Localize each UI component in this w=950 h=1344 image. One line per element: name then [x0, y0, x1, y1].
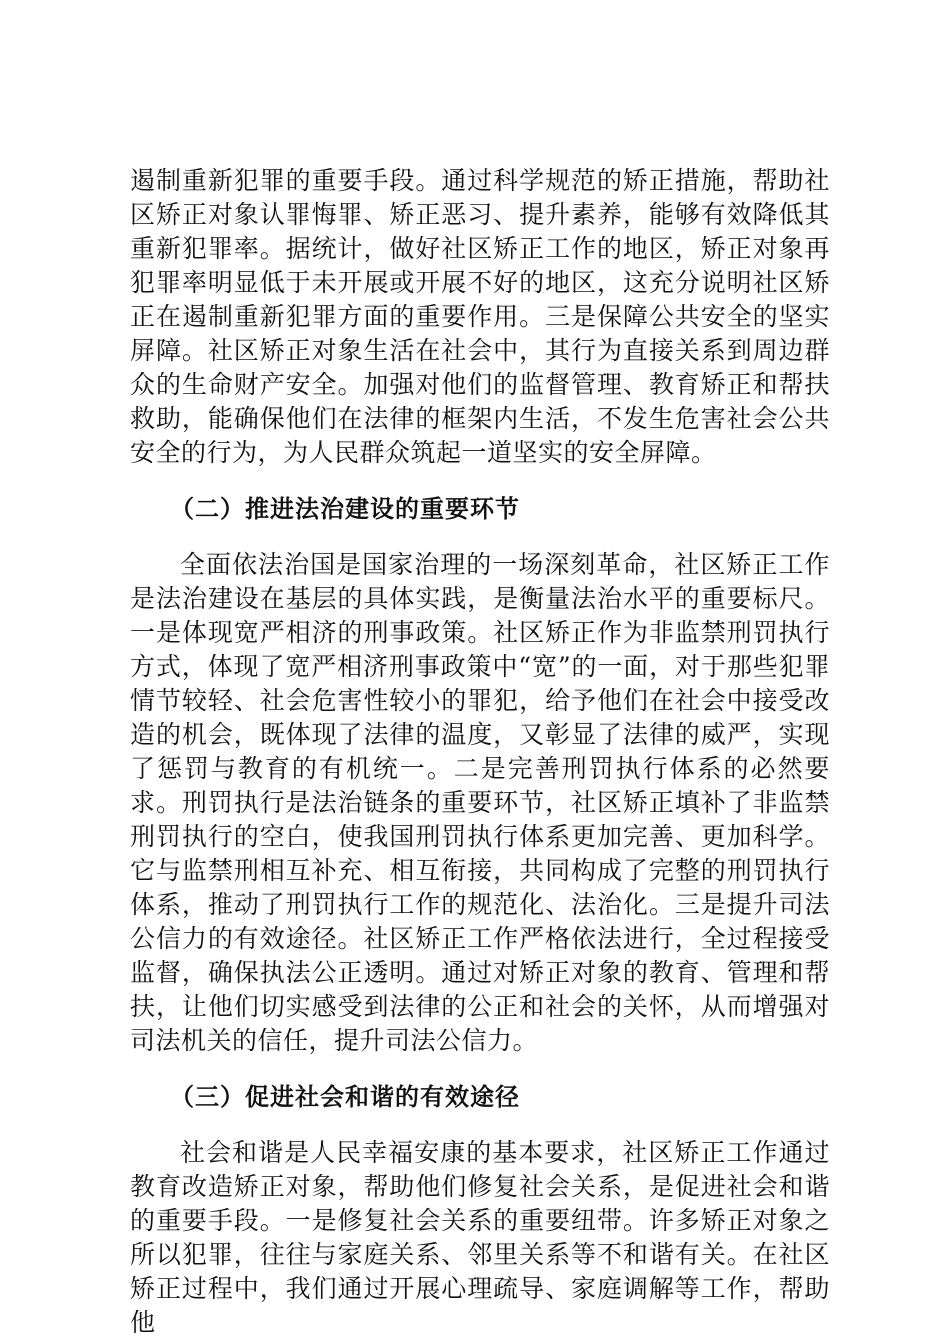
section-heading: （三）促进社会和谐的有效途径: [170, 1083, 520, 1111]
spacer: [130, 470, 830, 492]
section-heading: （二）推进法治建设的重要环节: [170, 495, 520, 523]
document-body: [130, 164, 830, 1340]
body-paragraph: 遏制重新犯罪的重要手段。通过科学规范的矫正措施，帮助社区矫正对象认罪悔罪、矫正恶习、提升素养，能够有效降低其重新犯罪率。据统计，做好社区矫正工作的地区，矫正对象再犯罪率明显低于未开展或开展不好的地区，这充分说明社区矫正在遏制重新犯罪方面的重要作用。三是保障公共安全的坚实屏障。社区矫正对象生活在社会中，其行为直接关系到周边群众的生命财产安全。加强对他们的监督管理、教育矫正和帮扶救助，能确保他们在法律的框架内生活，不发生危害社会公共安全的行为，为人民群众筑起一道坚实的安全屏障。: [130, 166, 830, 467]
body-paragraph: 全面依法治国是国家治理的一场深刻革命，社区矫正工作是法治建设在基层的具体实践，是衡量法治水平的重要标尺。一是体现宽严相济的刑事政策。社区矫正作为非监禁刑罚执行方式，体现了宽严相济刑事政策中“宽”的一面，对于那些犯罪情节较轻、社会危害性较小的罪犯，给予他们在社会中接受改造的机会，既体现了法律的温度，又彰显了法律的威严，实现了惩罚与教育的有机统一。二是完善刑罚执行体系的必然要求。刑罚执行是法治链条的重要环节，社区矫正填补了非监禁刑罚执行的空白，使我国刑罚执行体系更加完善、更加科学。它与监禁刑相互补充、相互衔接，共同构成了完整的刑罚执行体系，推动了刑罚执行工作的规范化、法治化。三是提升司法公信力的有效途径。社区矫正工作严格依法进行，全过程接受监督，确保执法公正透明。通过对矫正对象的教育、管理和帮扶，让他们切实感受到法律的公正和社会的关怀，从而增强对司法机关的信任，提升司法公信力。: [130, 550, 830, 1055]
body-paragraph: 社会和谐是人民幸福安康的基本要求，社区矫正工作通过教育改造矫正对象，帮助他们修复社会关系，是促进社会和谐的重要手段。一是修复社会关系的重要纽带。许多矫正对象之所以犯罪，往往与家庭关系、邻里关系等不和谐有关。在社区矫正过程中，我们通过开展心理疏导、家庭调解等工作，帮助他: [130, 1138, 830, 1337]
spacer: [130, 526, 830, 548]
spacer: [130, 1114, 830, 1136]
spacer: [130, 1058, 830, 1080]
